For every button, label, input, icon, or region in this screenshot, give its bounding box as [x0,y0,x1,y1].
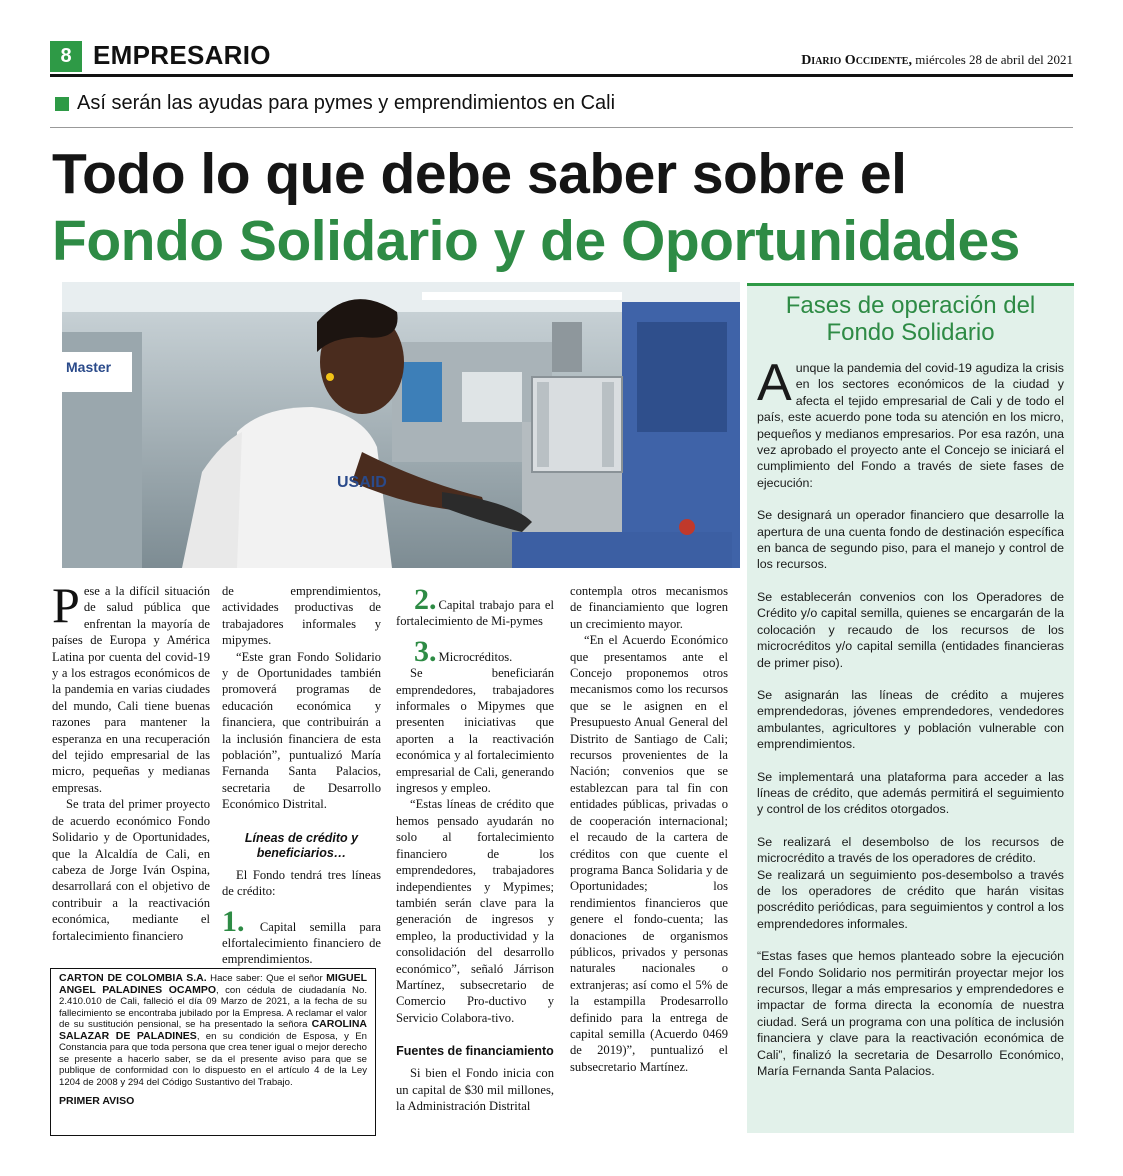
article-column-3 [396,583,554,1114]
masthead [801,52,1073,69]
kicker: Así serán las ayudas para pymes y emprendimientos en Cali [77,92,616,114]
subheading: Fuentes de financiamiento [396,1044,554,1059]
numbered-item: 1. Capital semilla para elfortalecimiento financiero de emprendimientos. [222,904,381,967]
photo-sign-text: Master [66,359,112,375]
article-paragraph: “Estas líneas de crédito que hemos pensado ayudarán no solo al fortalecimiento financiero de los emprendedores, trabajadores independientes y Mypimes; también serán clave para la generación de ingresos y empleo, la productividad y la consolidación del desarrollo económico”, señaló Járrison Martínez, subsecretario de Comercio Pro-ductivo y Servicio Colabora-tivo. [396,797,554,1025]
sidebar-paragraph: Se establecerán convenios con los Operadores de Crédito y/o capital semilla, quienes se encargarán de la colocación y recaudo de los recursos de los microcréditos y/o capital semilla (entidades financieras de primer piso). [757,589,1064,670]
article-column-2 [222,583,381,968]
sidebar-box [747,286,1074,1133]
article-paragraph: “En el Acuerdo Económico que presentamos ante el Concejo proponemos otros mecanismos como los recursos que se le asignen en el Presupuesto Anual General del Distrito de Santiago de Cali; recursos provenientes de la Nación; convenios que se establezcan para tal fin con entidades públicas, privadas o de cooperación internacional; el recaudo de la cartera de créditos con que cuente el programa Banca Solidaria y de Oportunidades; los rendimientos financieros que genere el fondo-cuenta; las donaciones de organismos públicos, privados y personas naturales nacionales o extranjeras; así como el 5% de la estampilla Prodesarrollo definido para la entrega de capital semilla (Acuerdo 0469 de 2019)”, puntualizó el subsecretario Martínez. [570,633,728,1074]
numbered-item: 3. Microcréditos. [414,634,513,668]
section-title: EMPRESARIO [93,40,271,70]
issue-date: miércoles 28 de abril del 2021 [915,52,1073,67]
page-number: 8 [50,41,82,72]
article-paragraph: El Fondo tendrá tres líneas de crédito: [222,867,381,899]
numbered-item: 2. Capital trabajo para el fortalecimiento de Mi-pymes [396,583,554,629]
article-paragraph: Se trata del primer proyecto de acuerdo económico Fondo Solidario y de Oportunidades, que la Alcaldía de Cali, en cabeza de Jorge Iván Ospina, desarrollará con el objetivo de contribuir a la reactivación económica, mediante el fortalecimiento financiero [52,797,210,943]
legal-notice [50,968,376,1136]
sidebar-paragraph: Aunque la pandemia del covid-19 agudiza la crisis en los sectores económicos de la ciudad y afecta el tejido empresarial de Cali y de todo el país, este acuerdo pone toda su atención en los micro, pequeños y medianos empresarios. Por esa razón, una vez aprobado el proyecto ante el Concejo se iniciará el cumplimiento del Fondo a través de siete fases de ejecución: [757,354,1064,490]
sidebar-paragraph: “Estas fases que hemos planteado sobre la ejecución del Fondo Solidario nos permitirán proyectar mejor los recursos, llegar a más empresarios y emprendedores e impactar de forma directa la economía de nuestra ciudad. Será un programa con una política de inclusión financiera y clave para la reactivación económica de Cali”, finalizó la secretaria de Desarrollo Económico, María Fernanda Santa Palacios. [757,949,1064,1079]
notice-footer: PRIMER AVISO [59,1095,135,1107]
article-paragraph: Si bien el Fondo inicia con un capital de $30 mil millones, la Administración Distrital [396,1066,554,1113]
sidebar-dropcap: A [757,354,792,412]
article-paragraph: de emprendimientos, actividades productivas de trabajadores informales y mipymes. [222,584,381,648]
kicker-bullet-icon [55,97,69,111]
headline-line-2: Fondo Solidario y de Oportunidades [52,209,1020,273]
headline-line-1: Todo lo que debe saber sobre el [52,142,907,206]
shirt-logo-text: USAID [337,474,387,491]
article-paragraph: “Este gran Fondo Solidario y de Oportunidades también promoverá programas de educación económica y financiera, que contribuirán a la inclusión financiera de esta población”, puntualizó María Fernanda Santa Palacios, secretaria de Desarrollo Económico Distrital. [222,649,381,812]
article-paragraph: contempla otros mecanismos de financiamiento que logren un crecimiento mayor. [570,584,728,631]
article-paragraph: Pese a la difícil situación de salud pública que enfrentan la mayoría de países de Europa y América Latina por cuenta del covid-19 y a los estragos económicos de la pandemia en varias ciudades del mundo, Cali tiene buenas razones para mantener la esperanza en una recuperación del tejido empresarial de las micro, pequeñas y medianas empresas. [52,577,210,795]
article-photo [62,282,740,568]
article-column-1 [52,577,210,944]
header-rule [50,74,1073,77]
article-column-4 [570,583,728,1075]
notice-body: CARTON DE COLOMBIA S.A. Hace saber: Que el señor MIGUEL ANGEL PALADINES OCAMPO, con cédula de ciudadanía No. 2.410.010 de Cali, falleció el día 09 Marzo de 2021, a la fecha de su fallecimiento se encontraba jubilado por la Empresa. A reclamar el valor de su sustitución pensional, se ha presentado la señora CAROLINA SALAZAR DE PALADINES, en su condición de Esposa, y En Constancia para que toda persona que crea tener igual o mejor derecho se presente a hacerlo saber, se da el presente aviso para que se publique de conformidad con lo dispuesto en el artículo 4 de la Ley 1204 de 2008 y 294 del Código Sustantivo del Trabajo. [59,972,367,1088]
dropcap: P [52,577,80,633]
article-paragraph: Se beneficiarán emprendedores, trabajadores informales o Mipymes que presenten iniciativas que aporten a la reactivación económica y al fortalecimiento empresarial de Cali, generando ingresos y empleo. [396,666,554,796]
factory-worker-illustration [62,282,740,568]
subheading: Líneas de crédito y beneficiarios… [244,830,359,860]
sidebar-title: Fases de operación del Fondo Solidario [785,292,1036,346]
newspaper-name: Diario Occidente, [801,53,912,68]
kicker-rule [50,127,1073,128]
sidebar-paragraph: Se designará un operador financiero que desarrolle la apertura de una cuenta fondo de destinación específica en banca de segundo piso, para el manejo y control de los recursos. [757,508,1064,572]
sidebar-paragraph: Se realizará el desembolso de los recursos de microcrédito a través de los operadores de crédito. [757,834,1064,866]
sidebar-paragraph: Se realizará un seguimiento pos-desembolso a través de los operadores de crédito que harán visitas poscrédito periódicas, para seguimientos y control a los emprendedores informales. [757,867,1064,931]
sidebar-paragraph: Se asignarán las líneas de crédito a mujeres emprendedoras, jóvenes emprendedores, vendedores ambulantes, agricultores y población vulnerable con emprendimientos. [757,687,1064,752]
sidebar-paragraph: Se implementará una plataforma para acceder a las líneas de crédito, que además permitirá el seguimiento y control de los créditos otorgados. [757,769,1064,817]
